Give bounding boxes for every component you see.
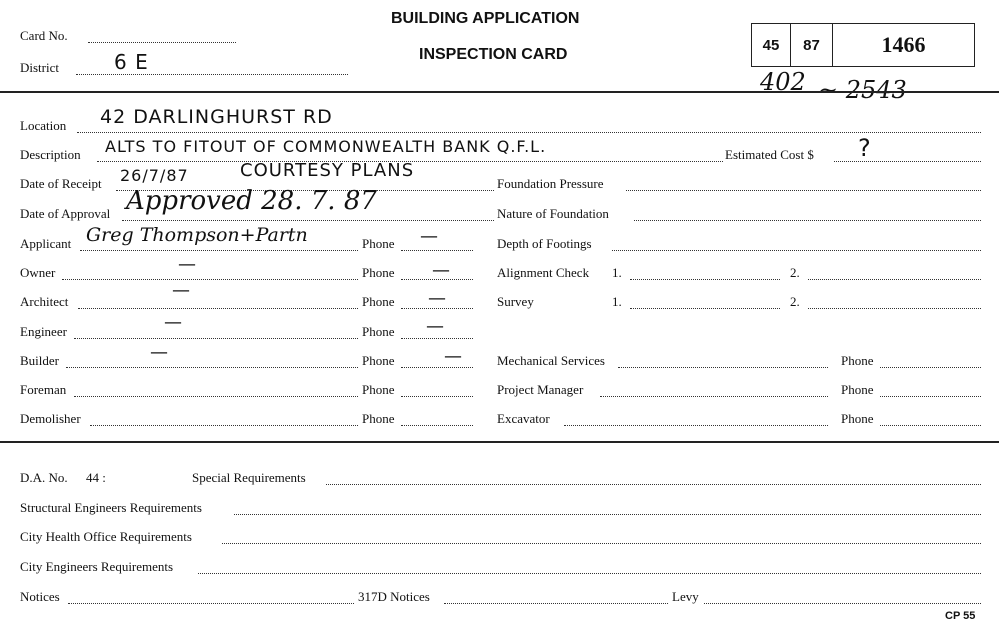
estimated-cost-value: ? [858, 134, 872, 162]
applicant-line [80, 250, 358, 251]
date-of-receipt-label: Date of Receipt [20, 176, 102, 191]
city-health-line [222, 543, 981, 544]
demolisher-line [90, 425, 358, 426]
mechanical-services-line [618, 367, 828, 368]
date-of-approval-value: Approved 28. 7. 87 [126, 186, 377, 216]
estimated-cost-line [834, 161, 981, 162]
demolisher-label: Demolisher [20, 411, 81, 426]
district-value: 6 E [114, 50, 149, 74]
survey-1-line [630, 308, 780, 309]
nature-of-foundation-line [634, 220, 981, 221]
alignment-check-1-label: 1. [612, 265, 622, 280]
card-box-a: 45 [752, 24, 791, 66]
owner-label: Owner [20, 265, 56, 280]
notices-label: Notices [20, 589, 60, 604]
project-manager-line [600, 396, 828, 397]
depth-of-footings-label: Depth of Footings [497, 236, 592, 251]
applicant-label: Applicant [20, 236, 72, 251]
excavator-phone-line [880, 425, 981, 426]
builder-phone-line [401, 367, 473, 368]
engineer-phone-value: — [426, 316, 444, 337]
description-value: ALTS TO FITOUT OF COMMONWEALTH BANK Q.F.L. [105, 137, 547, 156]
survey-1-label: 1. [612, 294, 622, 309]
form-code: CP 55 [945, 610, 976, 622]
date-of-approval-line [122, 220, 494, 221]
location-label: Location [20, 118, 67, 133]
excavator-label: Excavator [497, 411, 550, 426]
notices-317d-line [444, 603, 668, 604]
survey-2-label: 2. [790, 294, 800, 309]
card-box-number: 1466 [881, 32, 926, 57]
builder-label: Builder [20, 353, 59, 368]
project-manager-phone-line [880, 396, 981, 397]
architect-phone-label: Phone [362, 294, 395, 309]
foreman-line [74, 396, 358, 397]
alignment-check-1-line [630, 279, 780, 280]
foreman-phone-line [401, 396, 473, 397]
da-no-value: 44 : [86, 470, 106, 485]
notices-317d-label: 317D Notices [358, 589, 430, 604]
project-manager-label: Project Manager [497, 382, 584, 397]
foundation-pressure-label: Foundation Pressure [497, 176, 604, 191]
alignment-check-2-label: 2. [790, 265, 800, 280]
engineer-line [74, 338, 358, 339]
applicant-phone-line [401, 250, 473, 251]
foreman-label: Foreman [20, 382, 67, 397]
alignment-check-label: Alignment Check [497, 265, 590, 280]
alignment-check-2-line [808, 279, 981, 280]
title-line2: INSPECTION CARD [419, 46, 568, 63]
levy-label: Levy [672, 589, 699, 604]
excavator-line [564, 425, 828, 426]
owner-line [62, 279, 358, 280]
card-no-line [88, 42, 236, 43]
location-value: 42 DARLINGHURST RD [100, 106, 333, 128]
date-of-receipt-value: 26/7/87 [120, 166, 189, 185]
special-requirements-line [326, 484, 981, 485]
handwritten-ref-a: 402 [760, 68, 806, 96]
builder-phone-value: — [444, 346, 462, 367]
demolisher-phone-line [401, 425, 473, 426]
depth-of-footings-line [612, 250, 981, 251]
project-manager-phone-label: Phone [841, 382, 874, 397]
middle-divider [0, 441, 999, 443]
card-no-label: Card No. [20, 28, 68, 43]
engineer-phone-line [401, 338, 473, 339]
excavator-phone-label: Phone [841, 411, 874, 426]
city-engineers-label: City Engineers Requirements [20, 559, 174, 574]
applicant-phone-value: — [420, 226, 438, 247]
architect-phone-value: — [428, 288, 446, 309]
survey-2-line [808, 308, 981, 309]
engineer-value: — [164, 312, 182, 333]
owner-phone-label: Phone [362, 265, 395, 280]
architect-line [78, 308, 358, 309]
estimated-cost-label: Estimated Cost $ [725, 147, 814, 162]
engineer-phone-label: Phone [362, 324, 395, 339]
date-of-receipt-note: COURTESY PLANS [240, 160, 415, 181]
structural-engineers-line [234, 514, 981, 515]
builder-line [66, 367, 358, 368]
notices-line [68, 603, 354, 604]
owner-phone-value: — [432, 260, 450, 281]
owner-value: — [178, 254, 196, 275]
title-line1: BUILDING APPLICATION [391, 10, 580, 27]
foundation-pressure-line [626, 190, 981, 191]
da-no-label: D.A. No. [20, 470, 68, 485]
city-health-label: City Health Office Requirements [20, 529, 192, 544]
applicant-value: Greg Thompson+Partn [86, 224, 308, 246]
foreman-phone-label: Phone [362, 382, 395, 397]
mechanical-services-phone-line [880, 367, 981, 368]
date-of-approval-label: Date of Approval [20, 206, 111, 221]
district-label: District [20, 60, 59, 75]
card-number-box [751, 23, 975, 67]
builder-value: — [150, 342, 168, 363]
nature-of-foundation-label: Nature of Foundation [497, 206, 609, 221]
card-box-b: 87 [791, 24, 833, 66]
demolisher-phone-label: Phone [362, 411, 395, 426]
special-requirements-label: Special Requirements [192, 470, 306, 485]
structural-engineers-label: Structural Engineers Requirements [20, 500, 202, 515]
architect-label: Architect [20, 294, 69, 309]
handwritten-ref-b: ~ 2543 [818, 76, 907, 104]
survey-label: Survey [497, 294, 534, 309]
city-engineers-line [198, 573, 981, 574]
levy-line [704, 603, 981, 604]
architect-value: — [172, 280, 190, 301]
engineer-label: Engineer [20, 324, 67, 339]
mechanical-services-label: Mechanical Services [497, 353, 605, 368]
district-line [76, 74, 348, 75]
applicant-phone-label: Phone [362, 236, 395, 251]
mechanical-services-phone-label: Phone [841, 353, 874, 368]
builder-phone-label: Phone [362, 353, 395, 368]
location-line [77, 132, 981, 133]
description-label: Description [20, 147, 81, 162]
header-divider [0, 91, 999, 93]
